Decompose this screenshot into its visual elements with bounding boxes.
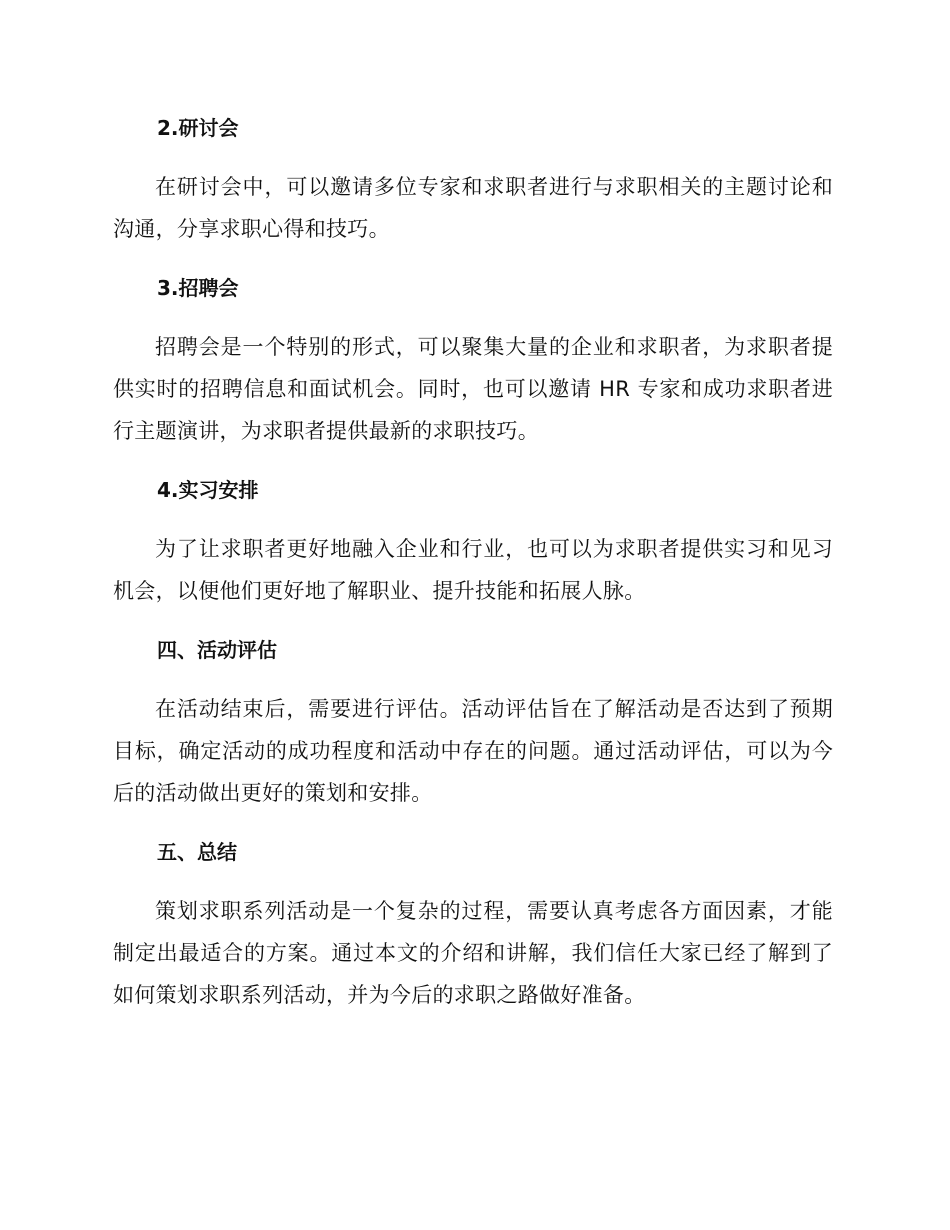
section-heading-summary: 五、总结 — [157, 840, 237, 864]
section-heading-job-fair: 3.招聘会 — [157, 276, 239, 300]
section-paragraph-evaluation: 在活动结束后，需要进行评估。活动评估旨在了解活动是否达到了预期目标，确定活动的成功程度和活动中存在的问题。通过活动评估，可以为今后的活动做出更好的策划和安排。 — [113, 697, 833, 805]
section-paragraph-internship: 为了让求职者更好地融入企业和行业，也可以为求职者提供实习和见习机会，以便他们更好地了解职业、提升技能和拓展人脉。 — [113, 537, 833, 603]
section-paragraph-job-fair: 招聘会是一个特别的形式，可以聚集大量的企业和求职者，为求职者提供实时的招聘信息和面试机会。同时，也可以邀请 HR 专家和成功求职者进行主题演讲，为求职者提供最新的求职技巧。 — [113, 335, 833, 443]
document-content — [113, 108, 833, 1016]
section-heading-internship: 4.实习安排 — [157, 478, 259, 502]
section-heading-seminar: 2.研讨会 — [157, 116, 239, 140]
section-paragraph-seminar: 在研讨会中，可以邀请多位专家和求职者进行与求职相关的主题讨论和沟通，分享求职心得和技巧。 — [113, 175, 833, 241]
section-heading-evaluation: 四、活动评估 — [157, 638, 277, 662]
section-paragraph-summary: 策划求职系列活动是一个复杂的过程，需要认真考虑各方面因素，才能制定出最适合的方案。通过本文的介绍和讲解，我们信任大家已经了解到了如何策划求职系列活动，并为今后的求职之路做好准备。 — [113, 899, 833, 1007]
